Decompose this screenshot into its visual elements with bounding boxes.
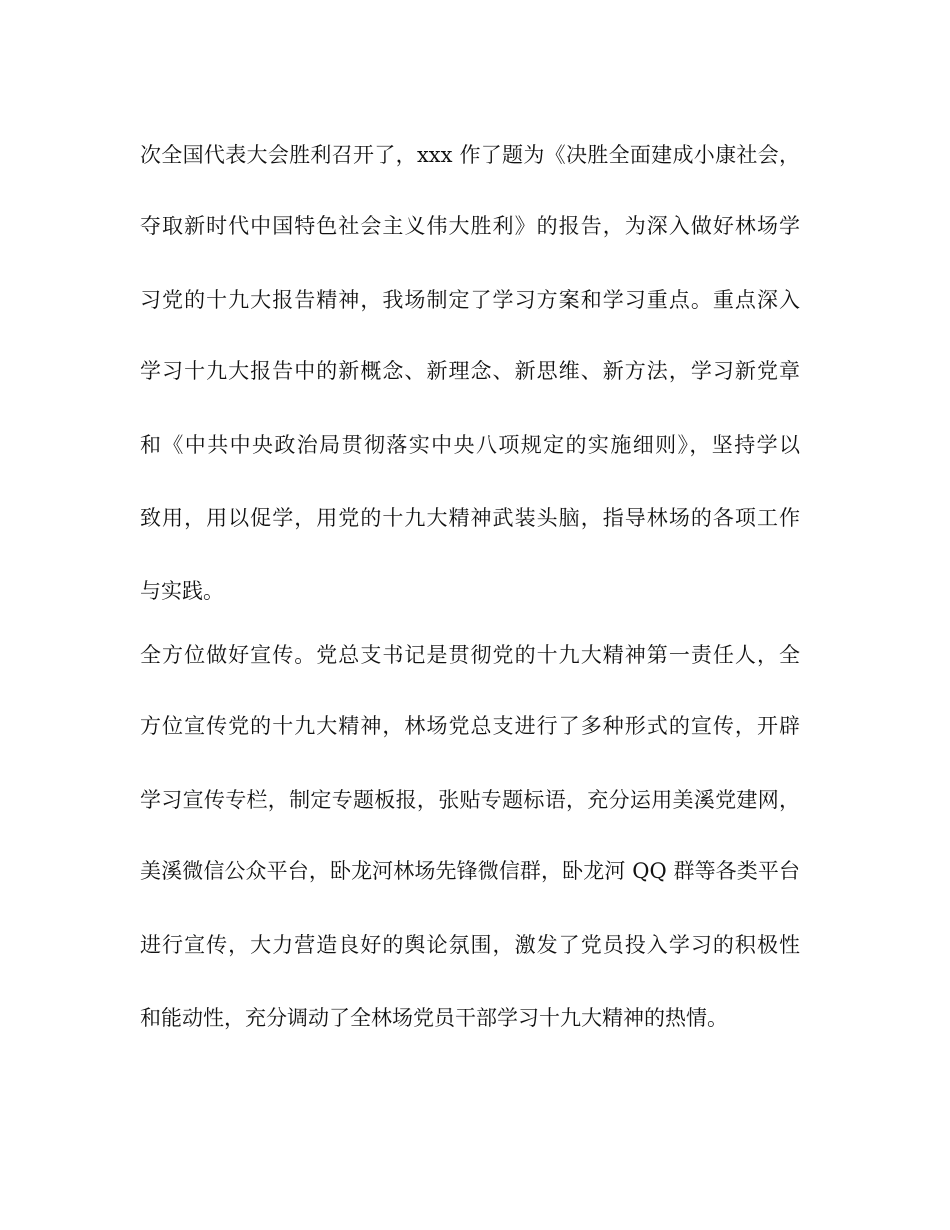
text-line: 与实践。 <box>140 579 224 603</box>
text-line: 美溪微信公众平台，卧龙河林场先锋微信群，卧龙河 QQ 群等各类平台 <box>140 859 800 883</box>
text-line: 进行宣传，大力营造良好的舆论氛围，激发了党员投入学习的积极性 <box>140 933 800 957</box>
text-line: 和能动性，充分调动了全林场党员干部学习十九大精神的热情。 <box>140 1006 728 1030</box>
text-line: 次全国代表大会胜利召开了，xxx 作了题为《决胜全面建成小康社会， <box>140 143 800 167</box>
text-line: 和《中共中央政治局贯彻落实中央八项规定的实施细则》，坚持学以 <box>140 433 800 457</box>
text-line: 学习十九大报告中的新概念、新理念、新思维、新方法，学习新党章 <box>140 359 800 383</box>
text-line: 全方位做好宣传。党总支书记是贯彻党的十九大精神第一责任人，全 <box>140 643 800 667</box>
text-line: 学习宣传专栏，制定专题板报，张贴专题标语，充分运用美溪党建网， <box>140 788 800 812</box>
text-line: 习党的十九大报告精神，我场制定了学习方案和学习重点。重点深入 <box>140 288 800 312</box>
text-line: 夺取新时代中国特色社会主义伟大胜利》的报告，为深入做好林场学 <box>140 214 800 238</box>
text-line: 方位宣传党的十九大精神，林场党总支进行了多种形式的宣传，开辟 <box>140 714 800 738</box>
text-line: 致用，用以促学，用党的十九大精神武装头脑，指导林场的各项工作 <box>140 506 800 530</box>
